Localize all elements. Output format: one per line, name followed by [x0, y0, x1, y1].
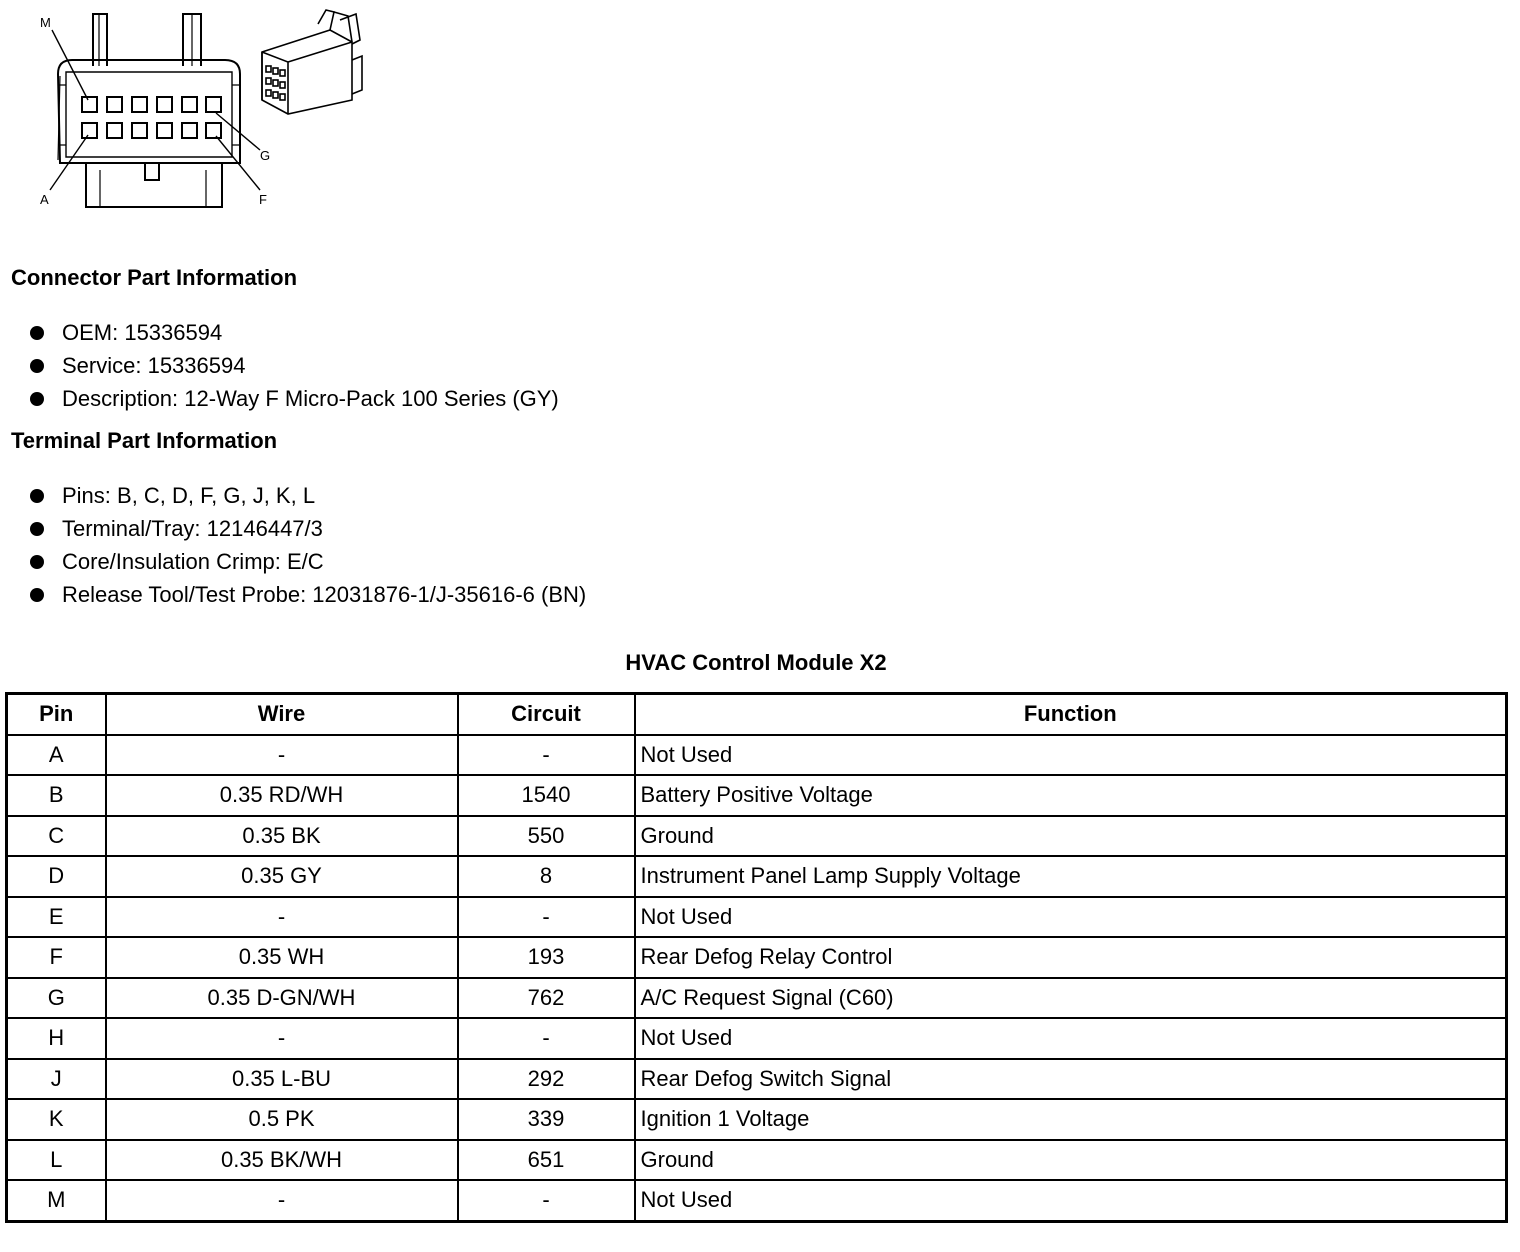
function-cell: A/C Request Signal (C60): [635, 978, 1507, 1019]
bullet-icon: [30, 489, 44, 503]
table-row: [7, 1180, 1507, 1221]
pin-cell: H: [7, 1018, 106, 1059]
pin-cell: C: [7, 816, 106, 857]
table-row: [7, 1140, 1507, 1181]
header-function: Function: [635, 694, 1507, 735]
function-cell: Instrument Panel Lamp Supply Voltage: [635, 856, 1507, 897]
circuit-cell: 762: [458, 978, 635, 1019]
function-cell: Ground: [635, 816, 1507, 857]
function-cell: Not Used: [635, 735, 1507, 776]
bullet-icon: [30, 588, 44, 602]
pin-cell: F: [7, 937, 106, 978]
table-header-row: [7, 694, 1507, 735]
circuit-cell: 651: [458, 1140, 635, 1181]
table-row: [7, 775, 1507, 816]
wire-cell: -: [106, 1180, 458, 1221]
connector-description: Description: 12-Way F Micro-Pack 100 Series (GY): [62, 386, 559, 411]
table-row: [7, 978, 1507, 1019]
circuit-cell: -: [458, 735, 635, 776]
wire-cell: 0.35 GY: [106, 856, 458, 897]
wire-cell: 0.35 L-BU: [106, 1059, 458, 1100]
list-item: [0, 547, 586, 580]
release-tool: Release Tool/Test Probe: 12031876-1/J-35616-6 (BN): [62, 582, 587, 607]
table-row: [7, 856, 1507, 897]
table-row: [7, 1018, 1507, 1059]
circuit-cell: 1540: [458, 775, 635, 816]
wire-cell: 0.35 WH: [106, 937, 458, 978]
terminal-pins: Pins: B, C, D, F, G, J, K, L: [62, 483, 316, 508]
function-cell: Not Used: [635, 1180, 1507, 1221]
bullet-icon: [30, 392, 44, 406]
table-row: [7, 897, 1507, 938]
pin-cell: G: [7, 978, 106, 1019]
connector-face-diagram: [0, 0, 380, 220]
list-item: [0, 351, 559, 384]
bullet-icon: [30, 326, 44, 340]
wire-cell: -: [106, 897, 458, 938]
pin-cell: D: [7, 856, 106, 897]
function-cell: Not Used: [635, 1018, 1507, 1059]
table-body: [7, 735, 1507, 1222]
function-cell: Battery Positive Voltage: [635, 775, 1507, 816]
wire-cell: 0.5 PK: [106, 1099, 458, 1140]
circuit-cell: 550: [458, 816, 635, 857]
table-title: HVAC Control Module X2: [625, 650, 887, 675]
terminal-tray: Terminal/Tray: 12146447/3: [62, 516, 323, 541]
function-cell: Ignition 1 Voltage: [635, 1099, 1507, 1140]
list-item: [0, 318, 559, 351]
terminal-info-heading: Terminal Part Information: [11, 428, 278, 453]
list-item: [0, 580, 586, 613]
pin-cell: E: [7, 897, 106, 938]
pinout-table: [5, 692, 1508, 1223]
wire-cell: 0.35 BK/WH: [106, 1140, 458, 1181]
connector-info-list: [0, 318, 559, 417]
wire-cell: 0.35 D-GN/WH: [106, 978, 458, 1019]
table-row: [7, 735, 1507, 776]
list-item: [0, 481, 586, 514]
table-row: [7, 1059, 1507, 1100]
pin-cell: B: [7, 775, 106, 816]
oem-number: OEM: 15336594: [62, 320, 223, 345]
pin-cell: L: [7, 1140, 106, 1181]
table-row: [7, 937, 1507, 978]
pin-cell: J: [7, 1059, 106, 1100]
bullet-icon: [30, 359, 44, 373]
service-number: Service: 15336594: [62, 353, 246, 378]
bullet-icon: [30, 522, 44, 536]
wire-cell: 0.35 RD/WH: [106, 775, 458, 816]
pin-label-a: A: [40, 192, 49, 207]
wire-cell: -: [106, 1018, 458, 1059]
header-circuit: Circuit: [458, 694, 635, 735]
header-wire: Wire: [106, 694, 458, 735]
pin-label-m: M: [40, 15, 51, 30]
pin-cell: M: [7, 1180, 106, 1221]
crimp-info: Core/Insulation Crimp: E/C: [62, 549, 324, 574]
function-cell: Ground: [635, 1140, 1507, 1181]
terminal-info-list: [0, 481, 586, 613]
function-cell: Not Used: [635, 897, 1507, 938]
function-cell: Rear Defog Relay Control: [635, 937, 1507, 978]
list-item: [0, 514, 586, 547]
list-item: [0, 384, 559, 417]
circuit-cell: -: [458, 1018, 635, 1059]
table-row: [7, 816, 1507, 857]
circuit-cell: 8: [458, 856, 635, 897]
pin-label-g: G: [260, 148, 271, 163]
circuit-cell: 193: [458, 937, 635, 978]
circuit-cell: -: [458, 1180, 635, 1221]
connector-info-heading: Connector Part Information: [11, 265, 298, 290]
function-cell: Rear Defog Switch Signal: [635, 1059, 1507, 1100]
table-row: [7, 1099, 1507, 1140]
bullet-icon: [30, 555, 44, 569]
circuit-cell: 292: [458, 1059, 635, 1100]
circuit-cell: 339: [458, 1099, 635, 1140]
pin-label-f: F: [259, 192, 267, 207]
pin-cell: A: [7, 735, 106, 776]
wire-cell: 0.35 BK: [106, 816, 458, 857]
pin-cell: K: [7, 1099, 106, 1140]
wire-cell: -: [106, 735, 458, 776]
circuit-cell: -: [458, 897, 635, 938]
header-pin: Pin: [7, 694, 106, 735]
